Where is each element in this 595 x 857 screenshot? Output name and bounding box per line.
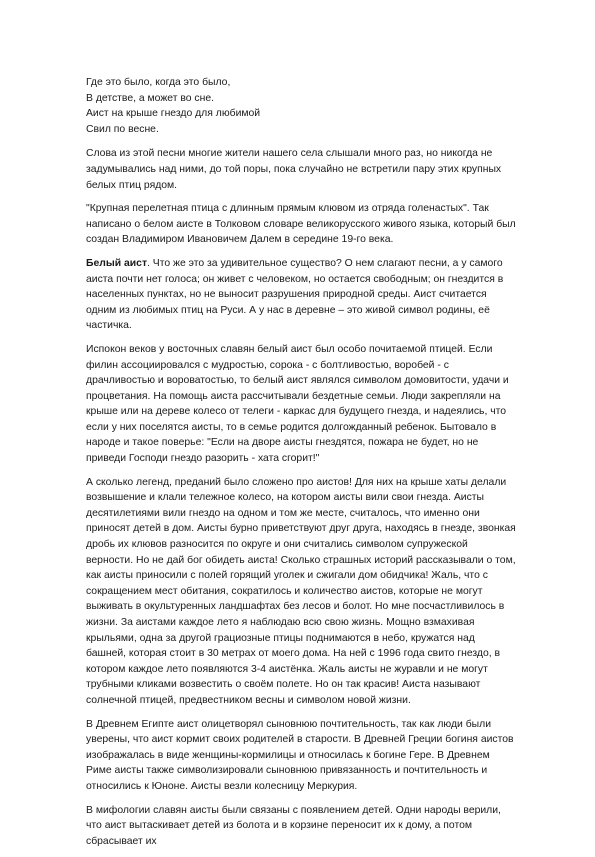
paragraph-text: Испокон веков у восточных славян белый аист был особо почитаемой птицей. Если филин ассоциировался с мудростью, сорока - с болтливостью, воробей - с драчливостью и вороватостью, то белый аист являлся символом домовитости, удачи и процветания. На помощь аиста рассчитывали бездетные семьи. Люди закрепляли на крыше или на дереве колесо от телеги - каркас для будущего гнезда, и надеялись, что если у них поселятся аисты, то в семье родится долгожданный ребенок. Бытовало в народе и такое поверье: "Если на дворе аисты гнездятся, пожара не будет, но не приведи Господи гнездо разорить - хата сгорит!" bbox=[86, 343, 509, 465]
poem-line: В детстве, а может во сне. bbox=[86, 92, 215, 104]
paragraph-white-stork bbox=[86, 256, 516, 334]
paragraph-dal-dictionary bbox=[86, 201, 516, 248]
paragraph-text: "Крупная перелетная птица с длинным прямым клювом из отряда голенастых". Так написано о белом аисте в Толковом словаре великорусского живого языка, который был создан Владимиром Ивановичем Далем в середине 19-го века. bbox=[86, 203, 516, 246]
poem-line: Аист на крыше гнездо для любимой bbox=[86, 108, 261, 120]
paragraph-text: В мифологии славян аисты были связаны с появлением детей. Одни народы верили, что аист вытаскивает детей из болота и в корзине переносит их к дому, а потом сбрасывает их bbox=[86, 804, 501, 847]
paragraph-legends bbox=[86, 475, 516, 709]
paragraph-song-intro bbox=[86, 146, 516, 193]
paragraph-text: . Что же это за удивительное существо? О нем слагают песни, а у самого аиста почти нет голоса; он живет с человеком, но остается свободным; он гнездится в населенных пунктах, но не выносит разрушения природной среды. Аист считается одним из любимых птиц на Руси. А у нас в деревне – это живой символ родины, её частичка. bbox=[86, 257, 504, 332]
paragraph-ancient-world bbox=[86, 717, 516, 795]
poem-epigraph bbox=[86, 75, 516, 137]
paragraph-text: А сколько легенд, преданий было сложено про аистов! Для них на крыше хаты делали возвышение и клали тележное колесо, на котором аисты вили свои гнезда. Аисты десятилетиями вили гнездо на одном и том же месте, считалось, что именно они приносят детей в дом. Аисты бурно приветствуют друг друга, находясь в гнезде, звонкая дробь их клювов разносится по округе и они считались символом супружеской верности. Но не дай бог обидеть аиста! Сколько страшных историй рассказывали о том, как аисты приносили с полей горящий уголек и сжигали дом обидчика! Жаль, что с сокращением мест обитания, сократилось и количество аистов, которые не могут выживать в окультуренных ландшафтах без лесов и болот. Но мне посчастливилось в жизни. За аистами каждое лето я наблюдаю всю свою жизнь. Мощно взмахивая крыльями, одна за другой грациозные птицы поднимаются в небо, кружатся над башней, которая стоит в 30 метрах от моего дома. На ней с 1996 года свито гнездо, в котором каждое лето появляются 3-4 аистёнка. Жаль аисты не журавли и не могут трубными кликами возвестить о своём полете. Но он так красив! Аиста называют солнечной птицей, предвестником весны и символом новой жизни. bbox=[86, 476, 516, 706]
poem-line: Свил по весне. bbox=[86, 123, 159, 135]
paragraph-lead-bold: Белый аист bbox=[86, 257, 148, 269]
paragraph-slavic-traditions bbox=[86, 342, 516, 467]
paragraph-text: В Древнем Египте аист олицетворял сыновнюю почтительность, так как люди были уверены, что аист кормит своих родителей в старости. В Древней Греции богиня аистов изображалась в виде женщины-кормилицы и относилась к богине Гере. В Древнем Риме аисты также символизировали сыновнюю привязанность и почтительность и относились к Юноне. Аисты везли колесницу Меркурия. bbox=[86, 718, 514, 792]
document-page bbox=[86, 75, 516, 857]
poem-line: Где это было, когда это было, bbox=[86, 77, 231, 88]
paragraph-slavic-mythology bbox=[86, 803, 516, 850]
paragraph-text: Слова из этой песни многие жители нашего села слышали много раз, но никогда не задумывались над ними, до той поры, пока случайно не встретили пару этих крупных белых птиц рядом. bbox=[86, 148, 502, 191]
